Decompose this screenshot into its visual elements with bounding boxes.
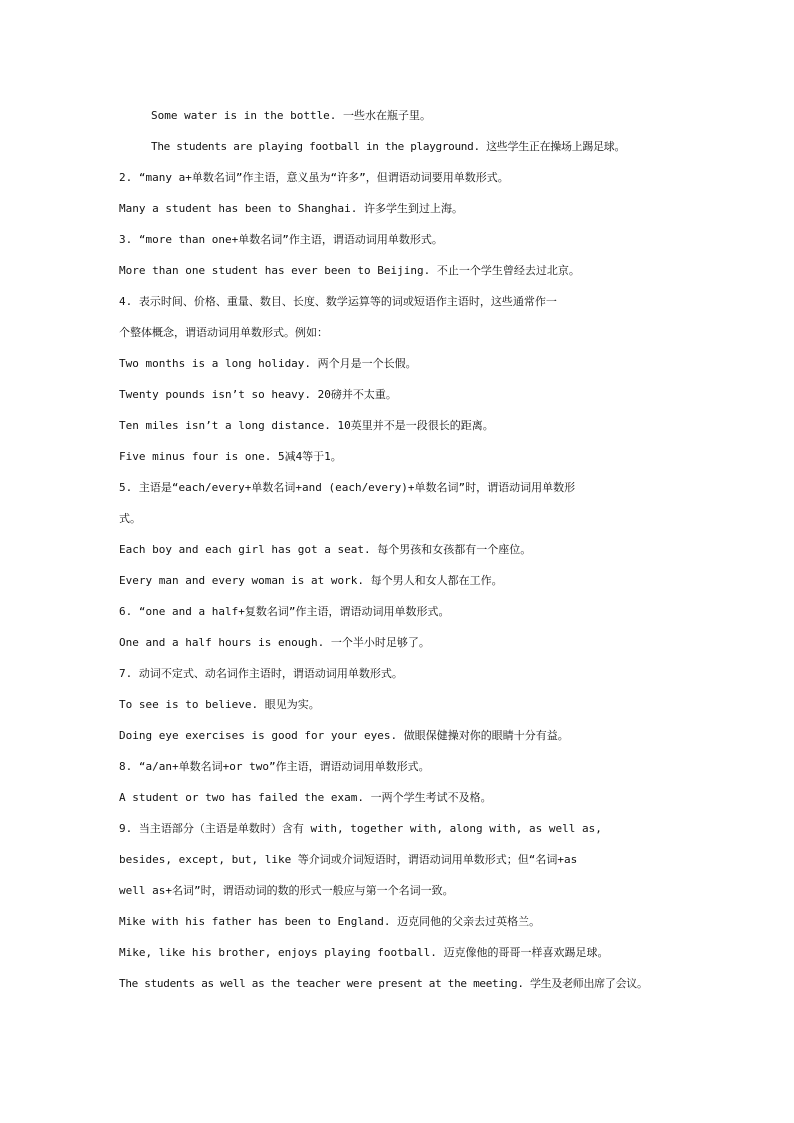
- document-body: [119, 100, 679, 999]
- example-sentence: Five minus four is one. 5减4等于1。: [119, 450, 342, 463]
- example-sentence: The students as well as the teacher were present at the meeting. 学生及老师出席了会议。: [119, 977, 648, 990]
- example-sentence: Each boy and each girl has got a seat. 每个男孩和女孩都有一个座位。: [119, 543, 532, 556]
- example-sentence: Twenty pounds isn’t so heavy. 20磅并不太重。: [119, 388, 397, 401]
- example-sentence: Ten miles isn’t a long distance. 10英里并不是一段很长的距离。: [119, 419, 494, 432]
- example-sentence: Doing eye exercises is good for your eyes. 做眼保健操对你的眼睛十分有益。: [119, 729, 569, 742]
- example-sentence: Mike, like his brother, enjoys playing football. 迈克像他的哥哥一样喜欢踢足球。: [119, 946, 609, 959]
- example-sentence: To see is to believe. 眼见为实。: [119, 698, 320, 711]
- example-sentence: A student or two has failed the exam. 一两个学生考试不及格。: [119, 791, 492, 804]
- example-sentence: Mike with his father has been to England. 迈克同他的父亲去过英格兰。: [119, 915, 541, 928]
- rule-paragraph: 式。: [119, 512, 141, 525]
- example-sentence: One and a half hours is enough. 一个半小时足够了。: [119, 636, 430, 649]
- rule-paragraph: 个整体概念，谓语动词用单数形式。例如：: [119, 326, 328, 339]
- rule-paragraph: besides, except, but, like 等介词或介词短语时，谓语动词用单数形式；但“名词+as: [119, 853, 578, 866]
- example-sentence: The students are playing football in the playground. 这些学生正在操场上踢足球。: [151, 140, 626, 153]
- rule-paragraph: 6. “one and a half+复数名词”作主语，谓语动词用单数形式。: [119, 605, 450, 618]
- rule-paragraph: 5. 主语是“each/every+单数名词+and (each/every)+单数名词”时，谓语动词用单数形: [119, 481, 576, 494]
- rule-paragraph: 7. 动词不定式、动名词作主语时，谓语动词用单数形式。: [119, 667, 403, 680]
- rule-paragraph: well as+名词”时，谓语动词的数的形式一般应与第一个名词一致。: [119, 884, 454, 897]
- example-sentence: More than one student has ever been to Beijing. 不止一个学生曾经去过北京。: [119, 264, 580, 277]
- rule-paragraph: 9. 当主语部分（主语是单数时）含有 with, together with, along with, as well as,: [119, 822, 602, 835]
- example-sentence: Many a student has been to Shanghai. 许多学生到过上海。: [119, 202, 464, 215]
- rule-paragraph: 3. “more than one+单数名词”作主语，谓语动词用单数形式。: [119, 233, 443, 246]
- rule-paragraph: 2. “many a+单数名词”作主语，意义虽为“许多”，但谓语动词要用单数形式。: [119, 171, 509, 184]
- rule-paragraph: 8. “a/an+单数名词+or two”作主语，谓语动词用单数形式。: [119, 760, 430, 773]
- rule-paragraph: 4. 表示时间、价格、重量、数目、长度、数学运算等的词或短语作主语时，这些通常作一: [119, 295, 557, 308]
- example-sentence: Two months is a long holiday. 两个月是一个长假。: [119, 357, 417, 370]
- example-sentence: Every man and every woman is at work. 每个男人和女人都在工作。: [119, 574, 503, 587]
- example-sentence: Some water is in the bottle. 一些水在瓶子里。: [151, 109, 432, 122]
